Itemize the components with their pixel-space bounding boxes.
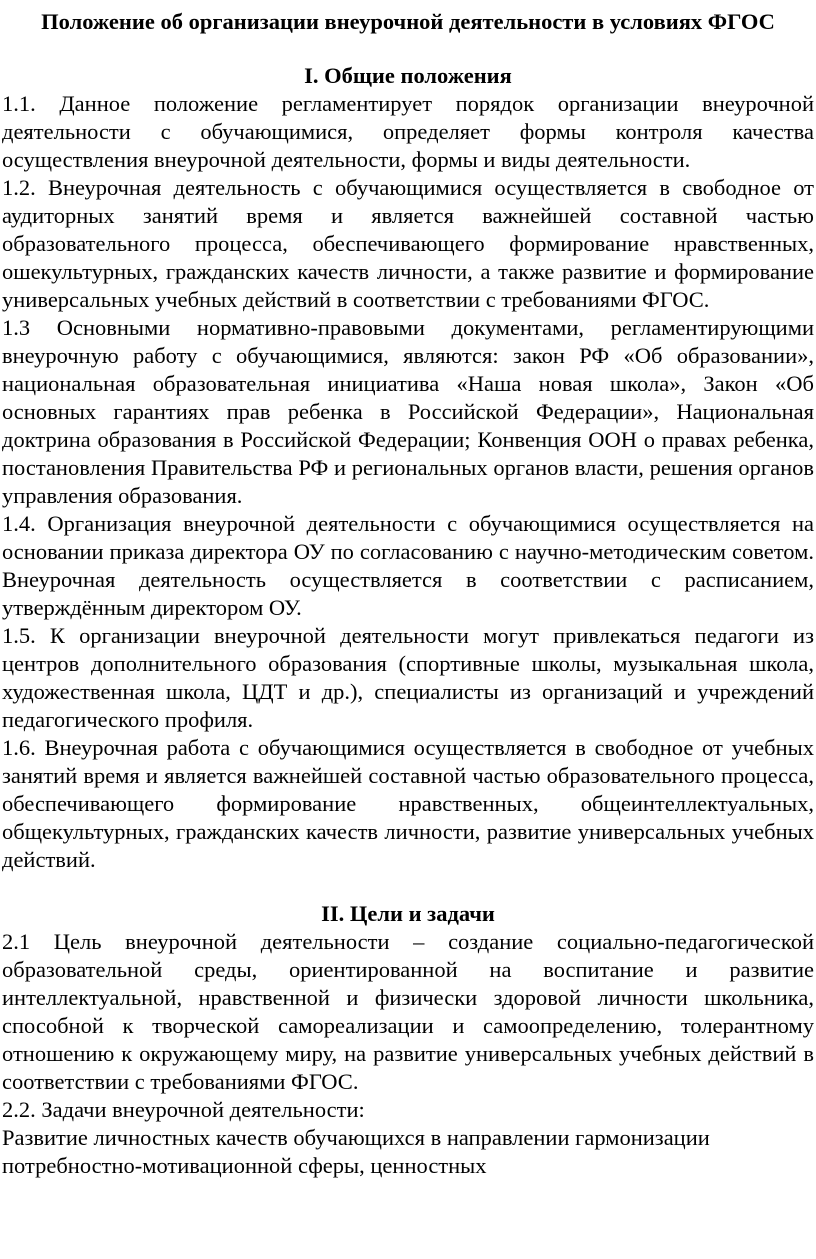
paragraph-2-2: 2.2. Задачи внеурочной деятельности: xyxy=(2,1097,365,1122)
paragraph-1-4: 1.4. Организация внеурочной деятельности с обучающимися осуществляется на основании приказа директора ОУ по согласованию с научно-методическим советом. Внеурочная деятельность осуществляется в соответствии с расписанием, утверждённым директором ОУ. xyxy=(2,511,814,620)
section-heading-general: I. Общие положения xyxy=(304,63,512,88)
paragraph-1-6: 1.6. Внеурочная работа с обучающимися осуществляется в свободное от учебных занятий время и является важнейшей составной частью образовательного процесса, обеспечивающего формирование нравственных, общеинтеллектуальных, общекультурных, гражданских качеств личности, развитие универсальных учебных действий. xyxy=(2,735,814,872)
document-title: Положение об организации внеурочной деятельности в условиях ФГОС xyxy=(41,9,775,34)
paragraph-1-2: 1.2. Внеурочная деятельность с обучающимися осуществляется в свободное от аудиторных занятий время и является важнейшей составной частью образовательного процесса, обеспечивающего формирование нравственных, ошекультурных, гражданских качеств личности, а также развитие и формирование универсальных учебных действий в соответствии с требованиями ФГОС. xyxy=(2,175,814,312)
paragraph-2-1: 2.1 Цель внеурочной деятельности – создание социально-педагогической образовательной среды, ориентированной на воспитание и развитие интеллектуальной, нравственной и физически здоровой личности школьника, способной к творческой самореализации и самоопределению, толерантному отношению к окружающему миру, на развитие универсальных учебных действий в соответствии с требованиями ФГОС. xyxy=(2,929,814,1094)
paragraph-1-1: 1.1. Данное положение регламентирует порядок организации внеурочной деятельности с обучающимися, определяет формы контроля качества осуществления внеурочной деятельности, формы и виды деятельности. xyxy=(2,91,814,172)
paragraph-1-3: 1.3 Основными нормативно-правовыми документами, регламентирующими внеурочную работу с обучающимися, являются: закон РФ «Об образовании», национальная образовательная инициатива «Наша новая школа», Закон «Об основных гарантиях прав ребенка в Российской Федерации», Национальная доктрина образования в Российской Федерации; Конвенция ООН о правах ребенка, постановления Правительства РФ и региональных органов власти, решения органов управления образования. xyxy=(2,315,814,508)
paragraph-1-5: 1.5. К организации внеурочной деятельности могут привлекаться педагоги из центров дополнительного образования (спортивные школы, музыкальная школа, художественная школа, ЦДТ и др.), специалисты из организаций и учреждений педагогического профиля. xyxy=(2,623,814,732)
section-heading-goals: II. Цели и задачи xyxy=(321,901,495,926)
paragraph-2-2-text: Развитие личностных качеств обучающихся в направлении гармонизации потребностно-мотивационной сферы, ценностных xyxy=(2,1125,710,1178)
